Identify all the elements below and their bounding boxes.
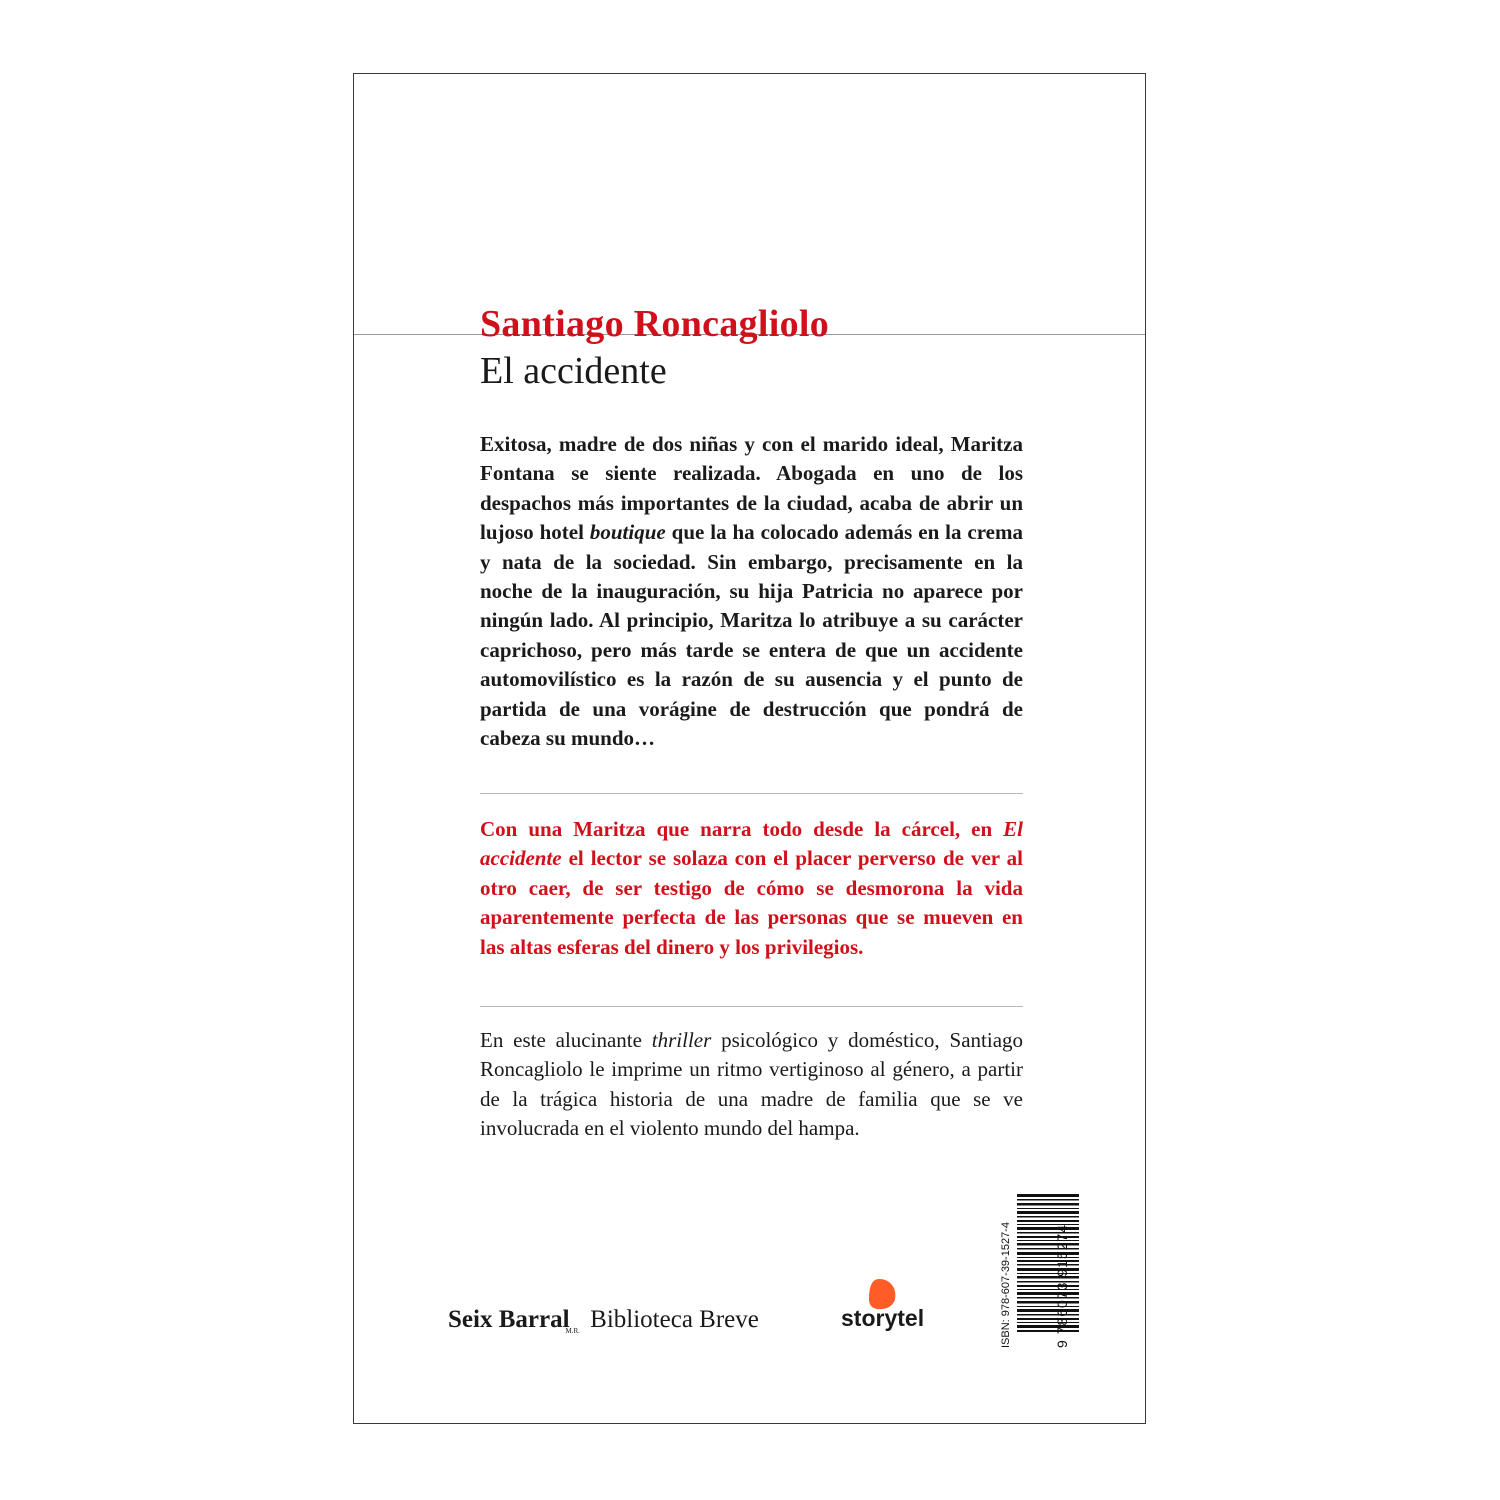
isbn-number: ISBN: 978-607-39-1527-4 <box>1000 1222 1012 1348</box>
blurb-italic: El accidente <box>480 817 1023 871</box>
synopsis-italic: boutique <box>589 520 666 545</box>
back-cover <box>353 73 1146 1424</box>
publisher-collection: Biblioteca Breve <box>590 1306 759 1333</box>
closing-text-2: psicológico y doméstico, Santiago Roncagliolo le imprime un ritmo vertiginoso al género, a partir de la trágica historia de una madre de familia que se ve involucrada en el violento mundo del hampa. <box>480 1028 1024 1141</box>
book-title: El accidente <box>480 350 667 392</box>
trademark-mark: M.R. <box>565 1327 580 1335</box>
divider-2 <box>480 1006 1023 1007</box>
synopsis-text-2: que la ha colocado además en la crema y nata de la sociedad. Sin embargo, precisamente en la noche de la inauguración, su hija Patricia no aparece por ningún lado. Al principio, Maritza lo atribuye a su carácter caprichoso, pero más tarde se entera de que un accidente automovilístico es la razón de su ausencia y el punto de partida de una vorágine de destrucción que pondrá de cabeza su mundo… <box>480 520 1023 751</box>
publisher-brand: Seix Barral <box>448 1306 570 1333</box>
closing-text-1: En este alucinante <box>480 1028 652 1052</box>
closing-italic: thriller <box>651 1028 712 1052</box>
synopsis-text-1: Exitosa, madre de dos niñas y con el marido ideal, Maritza Fontana se siente realizada. Abogada en uno de los despachos más importantes de la ciudad, acaba de abrir un lujoso hotel <box>480 432 1023 545</box>
author-name: Santiago Roncagliolo <box>480 303 830 345</box>
closing-paragraph <box>480 1026 1023 1144</box>
blurb-paragraph <box>480 815 1023 962</box>
blurb-text-1: Con una Maritza que narra todo desde la cárcel, en <box>480 817 1004 841</box>
blurb-text-2: el lector se solaza con el placer perverso de ver al otro caer, de ser testigo de cómo se desmorona la vida aparentemente perfecta de las personas que se mueven en las altas esferas del dinero y los privilegios. <box>480 846 1023 959</box>
publisher-imprint <box>448 1306 759 1335</box>
synopsis-paragraph <box>480 430 1023 753</box>
ean-number: 9 786073 915274 <box>1054 1224 1070 1348</box>
storytel-logo: storytel <box>841 1305 925 1331</box>
divider-1 <box>480 793 1023 794</box>
